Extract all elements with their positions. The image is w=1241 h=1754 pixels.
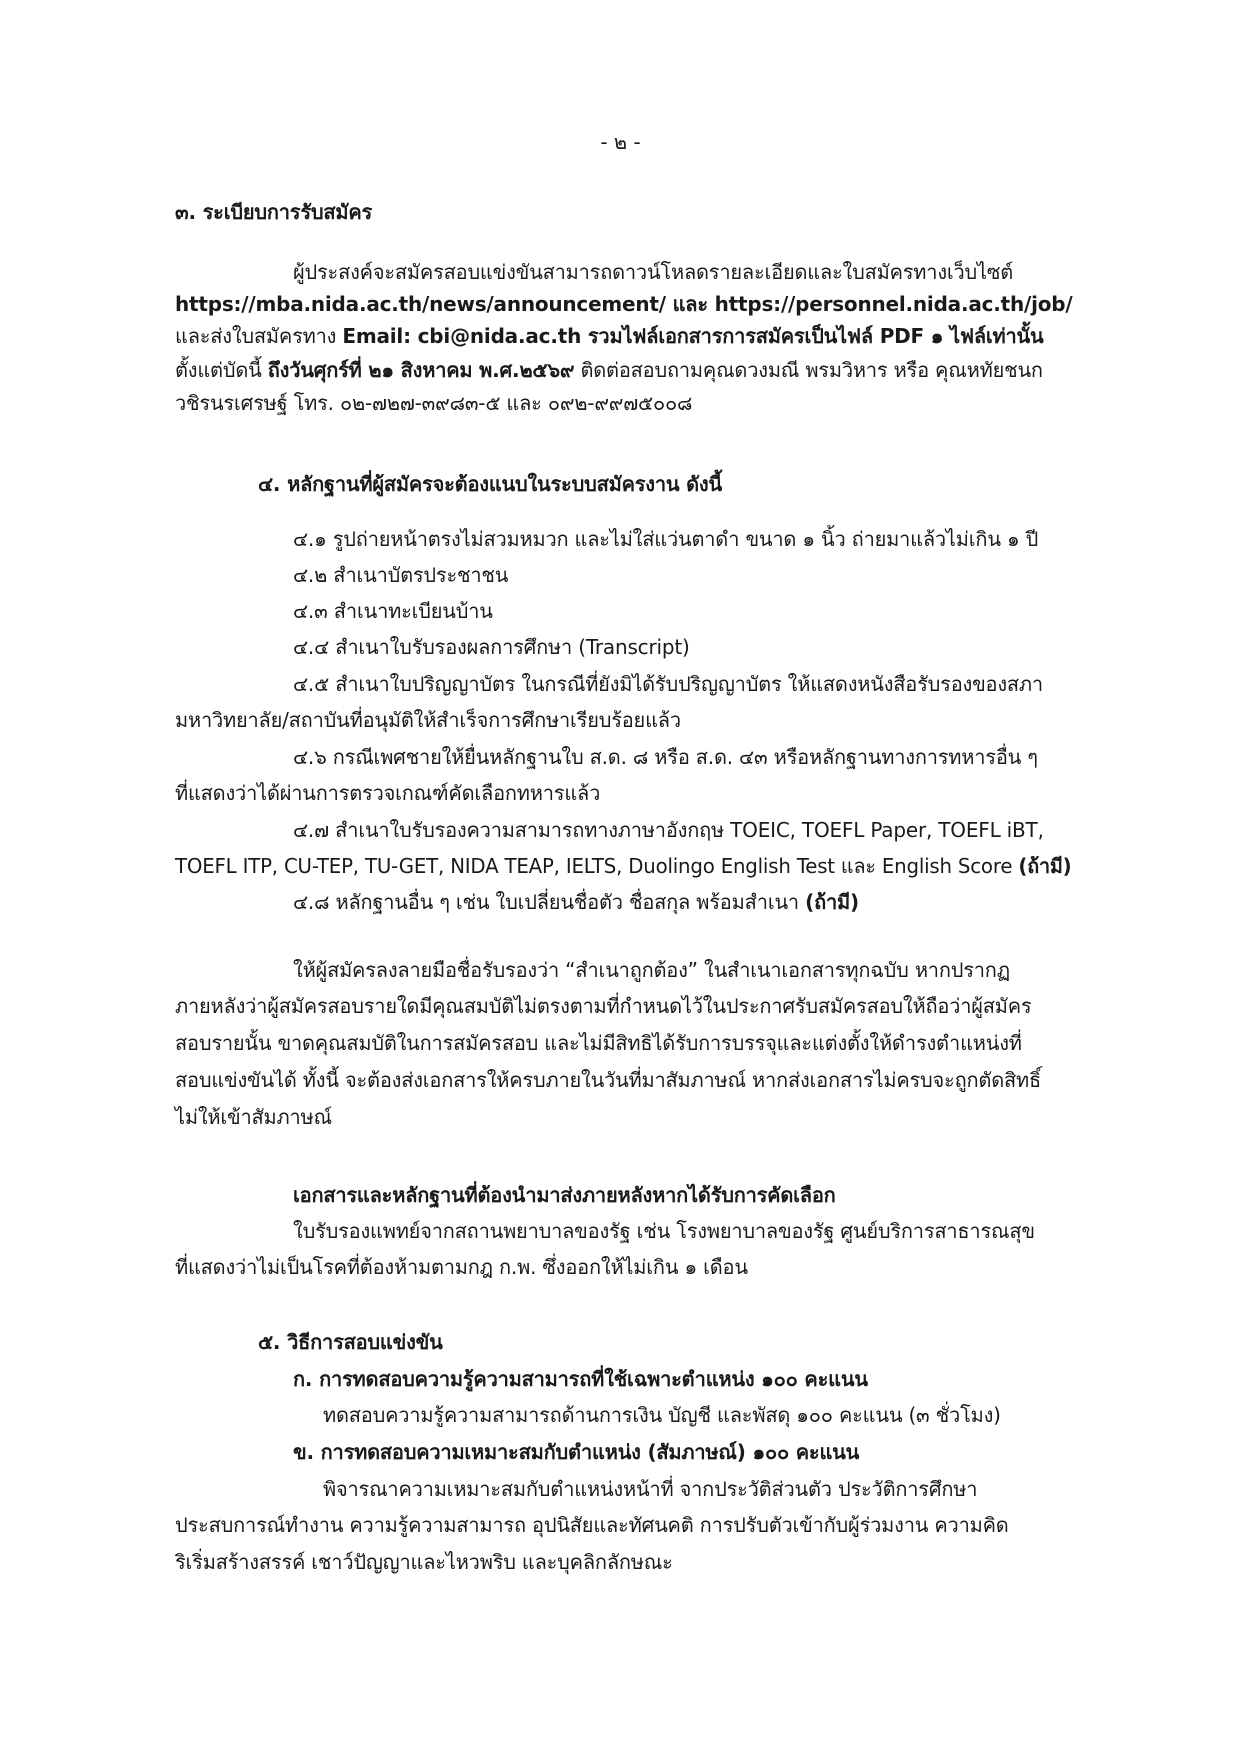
section-4-item-3: ๔.๓ สำเนาทะเบียนบ้าน bbox=[293, 599, 493, 623]
deadline-prefix-text: ตั้งแต่บัดนี้ bbox=[175, 358, 268, 382]
item-8-text: ๔.๘ หลักฐานอื่น ๆ เช่น ใบเปลี่ยนชื่อตัว ชื่อสกุล พร้อมสำเนา bbox=[293, 890, 806, 914]
personnel-url-link[interactable]: https://personnel.nida.ac.th/job/ bbox=[714, 292, 1073, 316]
section-4-item-7-line-1: ๔.๗ สำเนาใบรับรองความสามารถทางภาษาอังกฤษ TOEIC, TOEFL Paper, TOEFL iBT, bbox=[293, 818, 1044, 842]
and-text: และ bbox=[665, 292, 715, 316]
section-4-item-8 bbox=[293, 888, 859, 916]
page-number: - ๒ - bbox=[600, 130, 641, 154]
section-4-item-4: ๔.๔ สำเนาใบรับรองผลการศึกษา (Transcript) bbox=[293, 635, 690, 659]
pdf-note-text: รวมไฟล์เอกสารการสมัครเป็นไฟล์ PDF ๑ ไฟล์เท่านั้น bbox=[581, 324, 1044, 348]
section-3-heading: ๓. ระเบียบการรับสมัคร bbox=[175, 200, 373, 224]
section-4-item-5-line-2: มหาวิทยาลัย/สถาบันที่อนุมัติให้สำเร็จการศึกษาเรียบร้อยแล้ว bbox=[175, 708, 681, 732]
mba-url-link[interactable]: https://mba.nida.ac.th/news/announcement/ bbox=[175, 292, 666, 316]
item-8-optional-text: (ถ้ามี) bbox=[805, 890, 859, 914]
item-7-optional-text: (ถ้ามี) bbox=[1018, 854, 1072, 878]
section-3-paragraph-line: ผู้ประสงค์จะสมัครสอบแข่งขันสามารถดาวน์โหลดรายละเอียดและใบสมัครทางเว็บไซต์ bbox=[293, 260, 1014, 284]
email-link[interactable]: Email: cbi@nida.ac.th bbox=[342, 324, 582, 348]
deadline-date-text: ถึงวันศุกร์ที่ ๒๑ สิงหาคม พ.ศ.๒๕๖๙ bbox=[267, 358, 575, 382]
section-5-a-text: ทดสอบความรู้ความสามารถด้านการเงิน บัญชี และพัสดุ ๑๐๐ คะแนน (๓ ชั่วโมง) bbox=[323, 1403, 1001, 1427]
docs-after-line-1: ใบรับรองแพทย์จากสถานพยาบาลของรัฐ เช่น โรงพยาบาลของรัฐ ศูนย์บริการสาธารณสุข bbox=[293, 1219, 1035, 1243]
certification-note-line-3: สอบรายนั้น ขาดคุณสมบัติในการสมัครสอบ และไม่มีสิทธิได้รับการบรรจุและแต่งตั้งให้ดำรงตำแหน่งที่ bbox=[175, 1031, 1022, 1055]
section-4-item-6-line-2: ที่แสดงว่าได้ผ่านการตรวจเกณฑ์คัดเลือกทหารแล้ว bbox=[175, 781, 601, 805]
section-3-deadline-line bbox=[175, 356, 1043, 384]
section-4-item-5-line-1: ๔.๕ สำเนาใบปริญญาบัตร ในกรณีที่ยังมิได้รับปริญญาบัตร ให้แสดงหนังสือรับรองของสภา bbox=[293, 672, 1043, 696]
docs-after-line-2: ที่แสดงว่าไม่เป็นโรคที่ต้องห้ามตามกฎ ก.พ. ซึ่งออกให้ไม่เกิน ๑ เดือน bbox=[175, 1255, 748, 1279]
email-prefix-text: และส่งใบสมัครทาง bbox=[175, 324, 343, 348]
section-4-item-6-line-1: ๔.๖ กรณีเพศชายให้ยื่นหลักฐานใบ ส.ด. ๘ หรือ ส.ด. ๔๓ หรือหลักฐานทางการทหารอื่น ๆ bbox=[293, 745, 1038, 769]
certification-note-line-5: ไม่ให้เข้าสัมภาษณ์ bbox=[175, 1105, 332, 1129]
section-4-item-7-line-2 bbox=[175, 852, 1072, 880]
section-5-b-line-3: ริเริ่มสร้างสรรค์ เชาว์ปัญญาและไหวพริบ และบุคลิกลักษณะ bbox=[175, 1550, 673, 1574]
section-5-b-line-1: พิจารณาความเหมาะสมกับตำแหน่งหน้าที่ จากประวัติส่วนตัว ประวัติการศึกษา bbox=[323, 1477, 978, 1501]
section-4-item-1: ๔.๑ รูปถ่ายหน้าตรงไม่สวมหมวก และไม่ใส่แว่นตาดำ ขนาด ๑ นิ้ว ถ่ายมาแล้วไม่เกิน ๑ ปี bbox=[293, 527, 1039, 551]
section-4-heading: ๔. หลักฐานที่ผู้สมัครจะต้องแนบในระบบสมัครงาน ดังนี้ bbox=[258, 472, 722, 496]
certification-note-line-1: ให้ผู้สมัครลงลายมือชื่อรับรองว่า “สำเนาถูกต้อง” ในสำเนาเอกสารทุกฉบับ หากปรากฏ bbox=[293, 958, 1010, 982]
section-3-email-line bbox=[175, 322, 1044, 350]
section-3-phone-line: วชิรนรเศรษฐ์ โทร. ๐๒-๗๒๗-๓๙๘๓-๕ และ ๐๙๒-๙๙๗๕๐๐๘ bbox=[175, 391, 693, 415]
section-4-item-2: ๔.๒ สำเนาบัตรประชาชน bbox=[293, 563, 509, 587]
section-5-heading: ๕. วิธีการสอบแข่งขัน bbox=[258, 1330, 443, 1354]
docs-after-heading: เอกสารและหลักฐานที่ต้องนำมาส่งภายหลังหากได้รับการคัดเลือก bbox=[293, 1183, 836, 1207]
section-3-urls-line bbox=[175, 290, 1072, 318]
contact-text: ติดต่อสอบถามคุณดวงมณี พรมวิหาร หรือ คุณหทัยชนก bbox=[574, 358, 1043, 382]
certification-note-line-4: สอบแข่งขันได้ ทั้งนี้ จะต้องส่งเอกสารให้ครบภายในวันที่มาสัมภาษณ์ หากส่งเอกสารไม่ครบจะถูกตัดสิทธิ์ bbox=[175, 1068, 1041, 1092]
item-7-tests-text: TOEFL ITP, CU-TEP, TU-GET, NIDA TEAP, IELTS, Duolingo English Test และ English Score bbox=[175, 854, 1019, 878]
section-5-b-line-2: ประสบการณ์ทำงาน ความรู้ความสามารถ อุปนิสัยและทัศนคติ การปรับตัวเข้ากับผู้ร่วมงาน ความคิด bbox=[175, 1513, 1009, 1537]
section-5-a-heading: ก. การทดสอบความรู้ความสามารถที่ใช้เฉพาะตำแหน่ง ๑๐๐ คะแนน bbox=[293, 1367, 868, 1391]
certification-note-line-2: ภายหลังว่าผู้สมัครสอบรายใดมีคุณสมบัติไม่ตรงตามที่กำหนดไว้ในประกาศรับสมัครสอบให้ถือว่าผู้สมัคร bbox=[175, 994, 1032, 1018]
section-5-b-heading: ข. การทดสอบความเหมาะสมกับตำแหน่ง (สัมภาษณ์) ๑๐๐ คะแนน bbox=[293, 1440, 860, 1464]
